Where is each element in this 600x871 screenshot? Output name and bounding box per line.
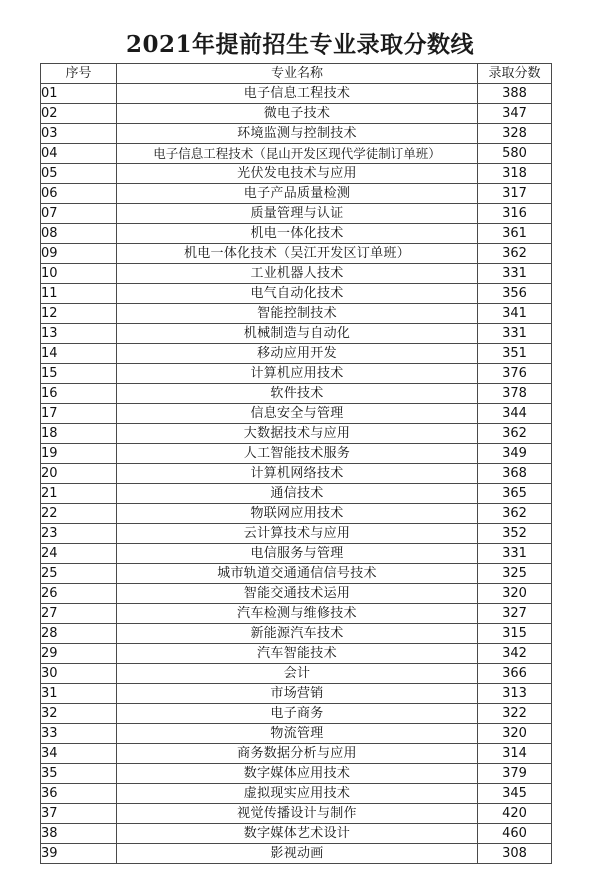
- major-name: 机电一体化技术（吴江开发区订单班）: [117, 244, 478, 264]
- major-name: 影视动画: [117, 844, 478, 864]
- admission-score: 345: [478, 784, 552, 804]
- row-number: 21: [41, 484, 117, 504]
- table-row: [41, 544, 552, 564]
- table-row: [41, 104, 552, 124]
- row-number: 10: [41, 264, 117, 284]
- admission-score: 316: [478, 204, 552, 224]
- major-name: 电气自动化技术: [117, 284, 478, 304]
- major-name: 智能交通技术运用: [117, 584, 478, 604]
- table-row: [41, 324, 552, 344]
- row-number: 37: [41, 804, 117, 824]
- table-row: [41, 624, 552, 644]
- row-number: 25: [41, 564, 117, 584]
- table-row: [41, 664, 552, 684]
- row-number: 02: [41, 104, 117, 124]
- table-row: [41, 684, 552, 704]
- major-name: 大数据技术与应用: [117, 424, 478, 444]
- table-row: [41, 564, 552, 584]
- major-name: 视觉传播设计与制作: [117, 804, 478, 824]
- admission-score: 349: [478, 444, 552, 464]
- row-number: 32: [41, 704, 117, 724]
- major-name: 智能控制技术: [117, 304, 478, 324]
- major-name: 会计: [117, 664, 478, 684]
- header-major: 专业名称: [117, 64, 478, 84]
- admission-score: 308: [478, 844, 552, 864]
- table-row: [41, 724, 552, 744]
- row-number: 01: [41, 84, 117, 104]
- major-name: 电子信息工程技术（昆山开发区现代学徒制订单班）: [117, 144, 478, 164]
- table-row: [41, 144, 552, 164]
- row-number: 07: [41, 204, 117, 224]
- major-name: 城市轨道交通通信信号技术: [117, 564, 478, 584]
- major-name: 商务数据分析与应用: [117, 744, 478, 764]
- major-name: 电子信息工程技术: [117, 84, 478, 104]
- admission-score: 328: [478, 124, 552, 144]
- major-name: 数字媒体应用技术: [117, 764, 478, 784]
- row-number: 08: [41, 224, 117, 244]
- table-row: [41, 304, 552, 324]
- admission-score: 365: [478, 484, 552, 504]
- table-row: [41, 364, 552, 384]
- admission-score: 351: [478, 344, 552, 364]
- table-row: [41, 204, 552, 224]
- row-number: 20: [41, 464, 117, 484]
- row-number: 36: [41, 784, 117, 804]
- table-row: [41, 764, 552, 784]
- table-row: [41, 464, 552, 484]
- admission-score: 378: [478, 384, 552, 404]
- admission-score: 356: [478, 284, 552, 304]
- table-row: [41, 164, 552, 184]
- row-number: 27: [41, 604, 117, 624]
- table-row: [41, 84, 552, 104]
- admission-score: 322: [478, 704, 552, 724]
- row-number: 35: [41, 764, 117, 784]
- major-name: 移动应用开发: [117, 344, 478, 364]
- admission-score: 366: [478, 664, 552, 684]
- row-number: 03: [41, 124, 117, 144]
- major-name: 工业机器人技术: [117, 264, 478, 284]
- table-row: [41, 644, 552, 664]
- major-name: 数字媒体艺术设计: [117, 824, 478, 844]
- table-row: [41, 224, 552, 244]
- major-name: 计算机网络技术: [117, 464, 478, 484]
- table-row: [41, 404, 552, 424]
- row-number: 19: [41, 444, 117, 464]
- admission-score: 341: [478, 304, 552, 324]
- admission-score: 325: [478, 564, 552, 584]
- table-row: [41, 524, 552, 544]
- major-name: 云计算技术与应用: [117, 524, 478, 544]
- table-row: [41, 124, 552, 144]
- major-name: 物联网应用技术: [117, 504, 478, 524]
- row-number: 16: [41, 384, 117, 404]
- admission-score: 331: [478, 324, 552, 344]
- admission-score: 361: [478, 224, 552, 244]
- major-name: 质量管理与认证: [117, 204, 478, 224]
- table-row: [41, 584, 552, 604]
- admission-score: 460: [478, 824, 552, 844]
- header-no: 序号: [41, 64, 117, 84]
- admission-score: 362: [478, 244, 552, 264]
- major-name: 信息安全与管理: [117, 404, 478, 424]
- admission-score: 317: [478, 184, 552, 204]
- major-name: 市场营销: [117, 684, 478, 704]
- table-row: [41, 824, 552, 844]
- major-name: 通信技术: [117, 484, 478, 504]
- row-number: 33: [41, 724, 117, 744]
- admission-score: 331: [478, 264, 552, 284]
- admission-score: 379: [478, 764, 552, 784]
- major-name: 计算机应用技术: [117, 364, 478, 384]
- row-number: 31: [41, 684, 117, 704]
- row-number: 30: [41, 664, 117, 684]
- row-number: 26: [41, 584, 117, 604]
- admission-score: 362: [478, 504, 552, 524]
- table-header-row: [41, 64, 552, 84]
- row-number: 22: [41, 504, 117, 524]
- table-row: [41, 244, 552, 264]
- table-row: [41, 444, 552, 464]
- major-name: 光伏发电技术与应用: [117, 164, 478, 184]
- admission-score: 362: [478, 424, 552, 444]
- table-row: [41, 784, 552, 804]
- admission-score: 320: [478, 724, 552, 744]
- table-row: [41, 284, 552, 304]
- admission-score: 376: [478, 364, 552, 384]
- table-row: [41, 844, 552, 864]
- table-row: [41, 384, 552, 404]
- header-score: 录取分数: [478, 64, 552, 84]
- admission-score: 352: [478, 524, 552, 544]
- admission-score: 368: [478, 464, 552, 484]
- row-number: 15: [41, 364, 117, 384]
- row-number: 39: [41, 844, 117, 864]
- row-number: 38: [41, 824, 117, 844]
- admission-score: 313: [478, 684, 552, 704]
- admission-score: 388: [478, 84, 552, 104]
- row-number: 28: [41, 624, 117, 644]
- row-number: 12: [41, 304, 117, 324]
- row-number: 04: [41, 144, 117, 164]
- table-row: [41, 344, 552, 364]
- row-number: 11: [41, 284, 117, 304]
- row-number: 05: [41, 164, 117, 184]
- major-name: 软件技术: [117, 384, 478, 404]
- row-number: 06: [41, 184, 117, 204]
- major-name: 环境监测与控制技术: [117, 124, 478, 144]
- major-name: 电信服务与管理: [117, 544, 478, 564]
- admission-score-table: [40, 63, 552, 864]
- table-row: [41, 424, 552, 444]
- table-row: [41, 264, 552, 284]
- admission-score: 580: [478, 144, 552, 164]
- admission-score: 342: [478, 644, 552, 664]
- table-body: [41, 84, 552, 864]
- row-number: 13: [41, 324, 117, 344]
- table-row: [41, 484, 552, 504]
- row-number: 23: [41, 524, 117, 544]
- major-name: 微电子技术: [117, 104, 478, 124]
- table-row: [41, 604, 552, 624]
- major-name: 机械制造与自动化: [117, 324, 478, 344]
- row-number: 14: [41, 344, 117, 364]
- admission-score: 347: [478, 104, 552, 124]
- major-name: 电子商务: [117, 704, 478, 724]
- major-name: 汽车智能技术: [117, 644, 478, 664]
- major-name: 人工智能技术服务: [117, 444, 478, 464]
- admission-score: 318: [478, 164, 552, 184]
- admission-score: 344: [478, 404, 552, 424]
- row-number: 17: [41, 404, 117, 424]
- admission-score: 420: [478, 804, 552, 824]
- row-number: 09: [41, 244, 117, 264]
- major-name: 物流管理: [117, 724, 478, 744]
- major-name: 新能源汽车技术: [117, 624, 478, 644]
- table-row: [41, 504, 552, 524]
- major-name: 机电一体化技术: [117, 224, 478, 244]
- admission-score: 331: [478, 544, 552, 564]
- page-title: 2021年提前招生专业录取分数线: [125, 31, 474, 58]
- admission-score: 314: [478, 744, 552, 764]
- row-number: 24: [41, 544, 117, 564]
- admission-score: 315: [478, 624, 552, 644]
- row-number: 18: [41, 424, 117, 444]
- major-name: 汽车检测与维修技术: [117, 604, 478, 624]
- table-row: [41, 804, 552, 824]
- table-row: [41, 704, 552, 724]
- major-name: 虚拟现实应用技术: [117, 784, 478, 804]
- admission-score: 320: [478, 584, 552, 604]
- major-name: 电子产品质量检测: [117, 184, 478, 204]
- table-row: [41, 744, 552, 764]
- row-number: 29: [41, 644, 117, 664]
- table-row: [41, 184, 552, 204]
- row-number: 34: [41, 744, 117, 764]
- admission-score: 327: [478, 604, 552, 624]
